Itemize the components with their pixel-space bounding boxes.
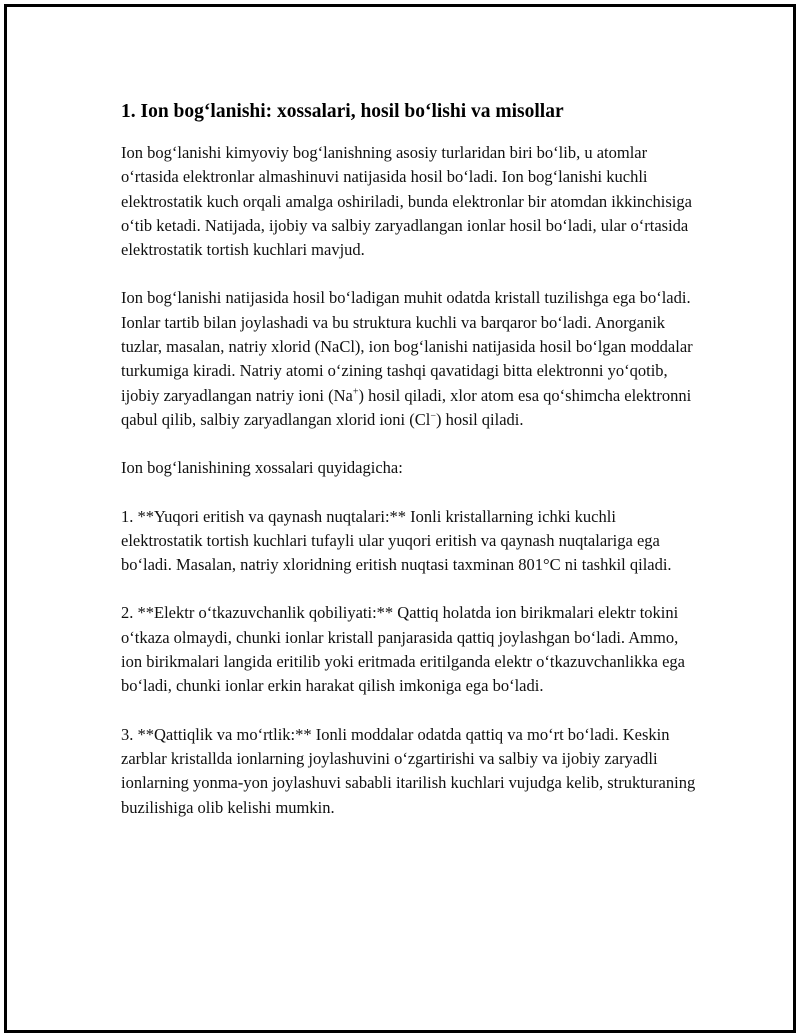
superscript-minus: − xyxy=(430,410,436,422)
paragraph-intro: Ion bog‘lanishi kimyoviy bog‘lanishning asosiy turlaridan biri bo‘lib, u atomlar o‘rtasida elektronlar almashinuvi natijasida hosil bo‘ladi. Ion bog‘lanishi kuchli elektrostatik kuch orqali amalga oshiriladi, bunda elektronlar bir atomdan ikkinchisiga o‘tib ketadi. Natijada, ijobiy va salbiy zaryadlangan ionlar hosil bo‘ladi, ular o‘rtasida elektrostatik tortish kuchlari mavjud. xyxy=(121,143,692,260)
superscript-plus: + xyxy=(352,386,359,398)
document-body xyxy=(121,99,701,844)
paragraph-text-c: ) hosil qiladi. xyxy=(435,409,524,429)
paragraph-text-a: Ion bog‘lanishi natijasida hosil bo‘ladigan muhit odatda kristall tuzilishga ega bo‘ladi. Ionlar tartib bilan joylashadi va bu struktura kuchli va barqaror bo‘ladi. Anorganik tuzlar, masalan, natriy xlorid (NaCl), ion bog‘lanishi natijasida hosil bo‘lgan moddalar turkumiga kiradi. Natriy atomi o‘zining tashqi qavatidagi bitta elektronni yo‘qotib, ijobiy zaryadlangan natriy ioni (Na xyxy=(121,288,693,405)
paragraph-crystal-structure xyxy=(121,286,701,432)
list-item-melting-points: 1. **Yuqori eritish va qaynash nuqtalari:** Ionli kristallarning ichki kuchli elektrostatik tortish kuchlari tufayli ular yuqori eritish va qaynash nuqtalariga ega bo‘ladi. Masalan, natriy xloridning eritish nuqtasi taxminan 801°C ni tashkil qiladi. xyxy=(121,506,672,575)
page-frame xyxy=(4,4,796,1033)
list-item-conductivity: 2. **Elektr o‘tkazuvchanlik qobiliyati:** Qattiq holatda ion birikmalari elektr tokini o‘tkaza olmaydi, chunki ionlar kristall panjarasida qattiq joylashgan bo‘ladi. Ammo, ion birikmalari langida eritilib yoki eritmada eritilganda elektr o‘tkazuvchanlikka ega bo‘ladi, chunki ionlar erkin harakat qilish imkoniga ega bo‘ladi. xyxy=(121,603,685,696)
paragraph-properties-intro: Ion bog‘lanishining xossalari quyidagicha: xyxy=(121,458,403,478)
section-heading: 1. Ion bog‘lanishi: xossalari, hosil bo‘lishi va misollar xyxy=(121,101,564,122)
list-item-hardness: 3. **Qattiqlik va mo‘rtlik:** Ionli moddalar odatda qattiq va mo‘rt bo‘ladi. Keskin zarblar kristallda ionlarning joylashuvini o‘zgartirishi va salbiy va ijobiy zaryadli ionlarning yonma-yon joylashuvi sababli itarilish kuchlari vujudga kelib, strukturaning buzilishiga olib kelishi mumkin. xyxy=(121,724,696,817)
paragraph-text-b: ) hosil qiladi, xlor atom esa qo‘shimcha elektronni qabul qilib, salbiy zaryadlangan xlorid ioni (Cl xyxy=(121,385,692,429)
